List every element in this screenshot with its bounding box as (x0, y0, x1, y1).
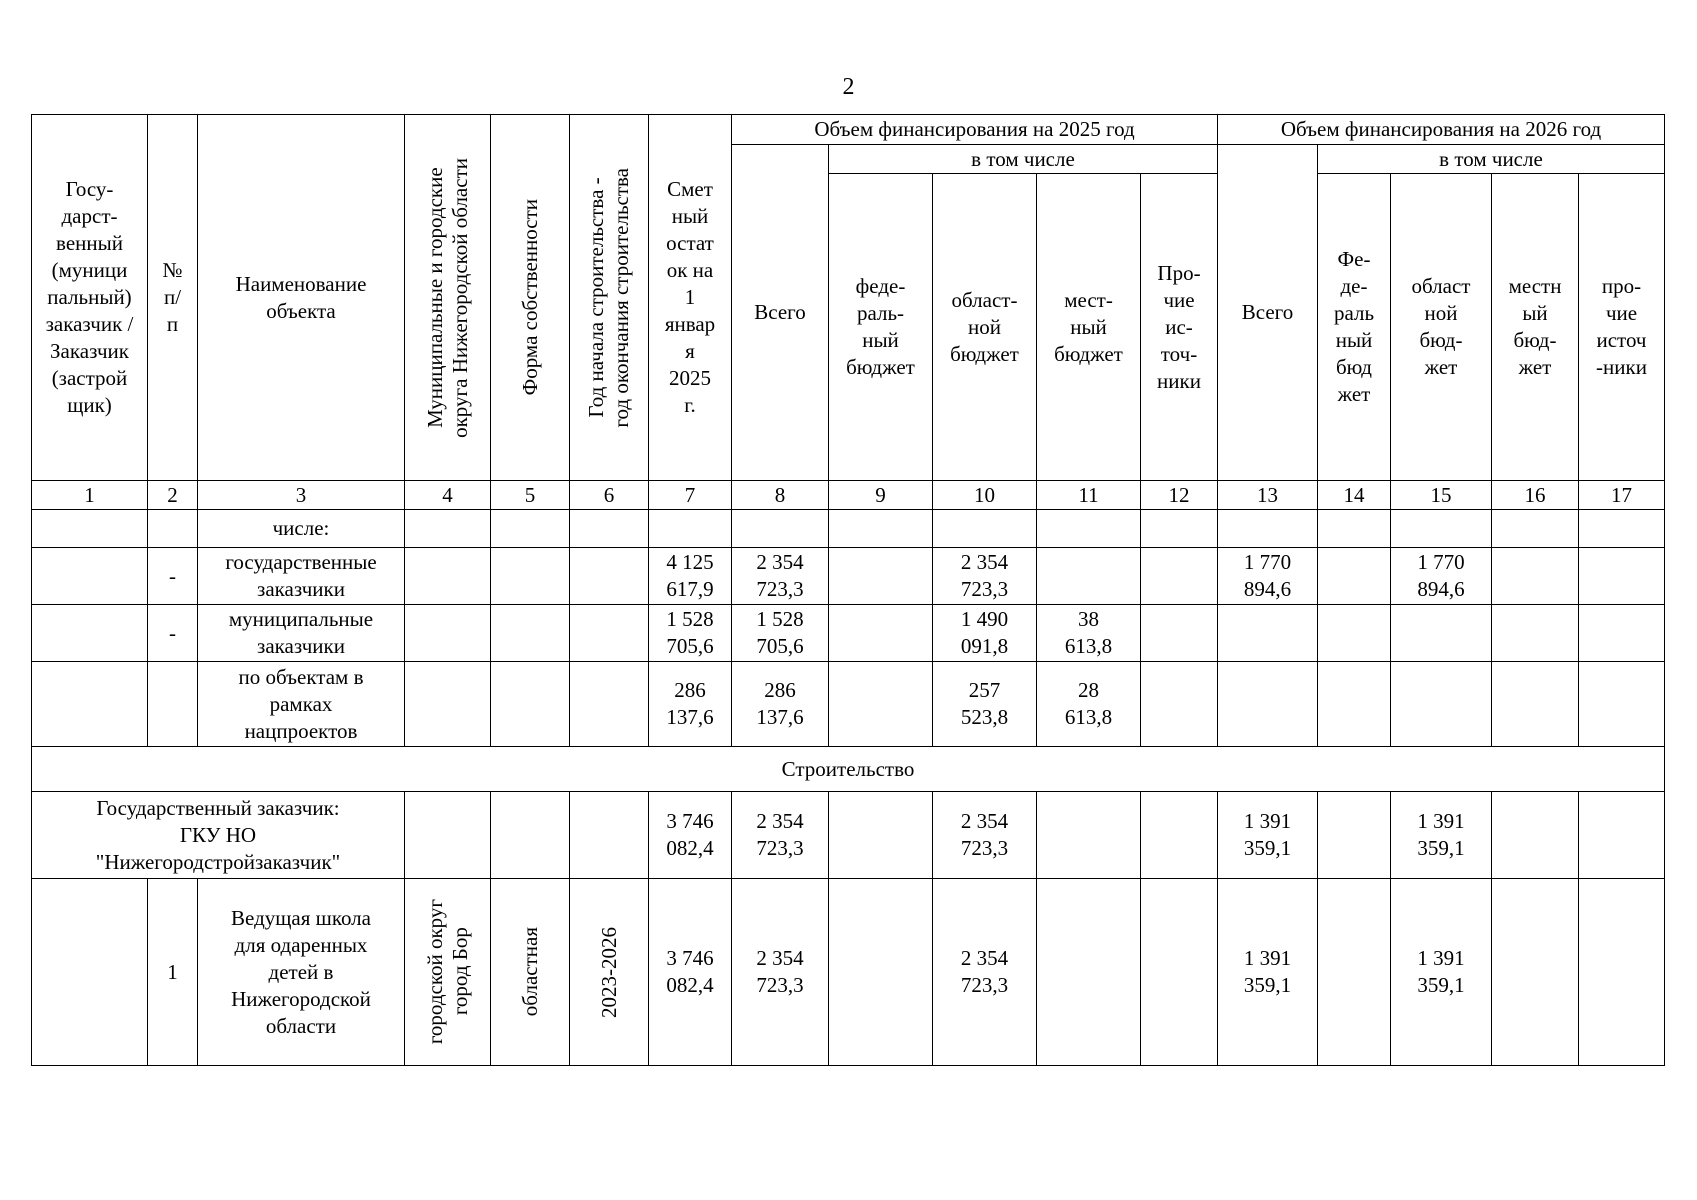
cell-number (148, 510, 198, 548)
object-district-text: городской округ город Бор (422, 899, 472, 1045)
column-number: 13 (1218, 481, 1318, 510)
header-including-2025: в том числе (829, 145, 1218, 174)
object-years (570, 879, 649, 1066)
cell-total-2026: 1 770 894,6 (1218, 548, 1318, 605)
column-number: 9 (829, 481, 933, 510)
cell-ownership (491, 605, 570, 662)
cell-customer (32, 605, 148, 662)
cell-total-2026 (1218, 510, 1318, 548)
cell-local-2026 (1492, 548, 1579, 605)
column-number: 1 (32, 481, 148, 510)
cell-local-2025: 38 613,8 (1037, 605, 1141, 662)
header-total-2026: Всего (1218, 145, 1318, 481)
header-districts-text: Муниципальные и городские округа Нижегородской области (422, 157, 472, 438)
cell-other-2025 (1141, 548, 1218, 605)
cell-regional-2025: 2 354 723,3 (933, 879, 1037, 1066)
cell-local-2025 (1037, 879, 1141, 1066)
cell-other-2026 (1579, 662, 1665, 747)
header-local-2026: местн ый бюд- жет (1492, 174, 1579, 481)
cell-district (405, 510, 491, 548)
cell-estimate: 3 746 082,4 (649, 792, 732, 879)
header-federal-2025: феде- раль- ный бюджет (829, 174, 933, 481)
customer-row (32, 792, 1665, 879)
header-federal-2026: Фе- де- раль ный бюд жет (1318, 174, 1391, 481)
column-number: 4 (405, 481, 491, 510)
cell-total-2026 (1218, 662, 1318, 747)
column-number-row (32, 481, 1665, 510)
cell-regional-2026: 1 391 359,1 (1391, 792, 1492, 879)
cell-federal-2025 (829, 792, 933, 879)
column-number: 10 (933, 481, 1037, 510)
cell-total-2025: 2 354 723,3 (732, 792, 829, 879)
customer-name: Государственный заказчик: ГКУ НО "Нижегородстройзаказчик" (32, 792, 405, 879)
cell-local-2025 (1037, 548, 1141, 605)
cell-local-2025 (1037, 510, 1141, 548)
cell-local-2026 (1492, 510, 1579, 548)
header-districts (405, 115, 491, 481)
cell-object-name: муниципальные заказчики (198, 605, 405, 662)
cell-regional-2025: 257 523,8 (933, 662, 1037, 747)
cell-object-name: числе: (198, 510, 405, 548)
cell-other-2025 (1141, 879, 1218, 1066)
cell-regional-2025: 1 490 091,8 (933, 605, 1037, 662)
header-including-2026: в том числе (1318, 145, 1665, 174)
cell-total-2025: 2 354 723,3 (732, 879, 829, 1066)
cell-customer (32, 510, 148, 548)
cell-ownership (491, 510, 570, 548)
object-ownership (491, 879, 570, 1066)
cell-federal-2026 (1318, 662, 1391, 747)
cell-federal-2026 (1318, 879, 1391, 1066)
cell-years (570, 792, 649, 879)
object-ownership-text: областная (517, 927, 542, 1017)
cell-local-2025: 28 613,8 (1037, 662, 1141, 747)
header-estimate-remainder: Смет ный остат ок на 1 январ я 2025 г. (649, 115, 732, 481)
cell-federal-2026 (1318, 548, 1391, 605)
cell-district (405, 605, 491, 662)
header-customer: Госу- дарст- венный (муници пальный) заказчик / Заказчик (застрой щик) (32, 115, 148, 481)
table-row (32, 548, 1665, 605)
column-number: 12 (1141, 481, 1218, 510)
cell-years (570, 510, 649, 548)
column-number: 17 (1579, 481, 1665, 510)
cell-estimate (649, 510, 732, 548)
header-regional-2026: област ной бюд- жет (1391, 174, 1492, 481)
cell-other-2026 (1579, 510, 1665, 548)
column-number: 15 (1391, 481, 1492, 510)
cell-federal-2025 (829, 548, 933, 605)
header-financing-2025: Объем финансирования на 2025 год (732, 115, 1218, 145)
cell-years (570, 662, 649, 747)
cell-local-2025 (1037, 792, 1141, 879)
cell-local-2026 (1492, 605, 1579, 662)
cell-years (570, 548, 649, 605)
object-row (32, 879, 1665, 1066)
cell-other-2026 (1579, 605, 1665, 662)
cell-ownership (491, 548, 570, 605)
cell-customer (32, 548, 148, 605)
header-years-text: Год начала строительства - год окончания строительства (584, 167, 633, 428)
cell-total-2026: 1 391 359,1 (1218, 879, 1318, 1066)
cell-other-2025 (1141, 662, 1218, 747)
cell-ownership (491, 792, 570, 879)
cell-estimate: 286 137,6 (649, 662, 732, 747)
header-ownership-text: Форма собственности (517, 199, 542, 396)
column-number: 3 (198, 481, 405, 510)
cell-customer (32, 879, 148, 1066)
cell-other-2025 (1141, 792, 1218, 879)
cell-district (405, 792, 491, 879)
column-number: 8 (732, 481, 829, 510)
cell-regional-2025 (933, 510, 1037, 548)
cell-ownership (491, 662, 570, 747)
column-number: 16 (1492, 481, 1579, 510)
cell-other-2025 (1141, 510, 1218, 548)
cell-regional-2026 (1391, 662, 1492, 747)
cell-years (570, 605, 649, 662)
page-number: 2 (842, 74, 855, 100)
cell-other-2026 (1579, 792, 1665, 879)
header-total-2025: Всего (732, 145, 829, 481)
object-district (405, 879, 491, 1066)
header-ownership (491, 115, 570, 481)
cell-other-2025 (1141, 605, 1218, 662)
column-number: 14 (1318, 481, 1391, 510)
cell-number: - (148, 548, 198, 605)
table-row (32, 510, 1665, 548)
cell-total-2025 (732, 510, 829, 548)
cell-regional-2026: 1 770 894,6 (1391, 548, 1492, 605)
column-number: 7 (649, 481, 732, 510)
cell-regional-2026 (1391, 510, 1492, 548)
object-years-text: 2023-2026 (596, 926, 621, 1018)
cell-total-2025: 1 528 705,6 (732, 605, 829, 662)
cell-federal-2025 (829, 879, 933, 1066)
cell-total-2025: 2 354 723,3 (732, 548, 829, 605)
column-number: 2 (148, 481, 198, 510)
cell-local-2026 (1492, 792, 1579, 879)
cell-number: - (148, 605, 198, 662)
table-row (32, 605, 1665, 662)
header-other-2026: про- чие источ -ники (1579, 174, 1665, 481)
cell-regional-2026 (1391, 605, 1492, 662)
header-years (570, 115, 649, 481)
cell-estimate: 3 746 082,4 (649, 879, 732, 1066)
column-number: 5 (491, 481, 570, 510)
cell-federal-2025 (829, 510, 933, 548)
cell-total-2025: 286 137,6 (732, 662, 829, 747)
column-number: 11 (1037, 481, 1141, 510)
cell-customer (32, 662, 148, 747)
financing-table (31, 114, 1665, 1066)
header-other-2025: Про- чие ис- точ- ники (1141, 174, 1218, 481)
cell-federal-2025 (829, 605, 933, 662)
header-object-name: Наименование объекта (198, 115, 405, 481)
cell-object-name: государственные заказчики (198, 548, 405, 605)
column-number: 6 (570, 481, 649, 510)
table-row (32, 662, 1665, 747)
cell-object-name: по объектам в рамках нацпроектов (198, 662, 405, 747)
cell-federal-2026 (1318, 605, 1391, 662)
cell-local-2026 (1492, 879, 1579, 1066)
cell-regional-2025: 2 354 723,3 (933, 548, 1037, 605)
object-name: Ведущая школа для одаренных детей в Нижегородской области (198, 879, 405, 1066)
section-title: Строительство (32, 747, 1665, 792)
cell-federal-2025 (829, 662, 933, 747)
header-regional-2025: област- ной бюджет (933, 174, 1037, 481)
cell-total-2026 (1218, 605, 1318, 662)
cell-regional-2026: 1 391 359,1 (1391, 879, 1492, 1066)
cell-district (405, 662, 491, 747)
cell-other-2026 (1579, 548, 1665, 605)
header-local-2025: мест- ный бюджет (1037, 174, 1141, 481)
cell-estimate: 1 528 705,6 (649, 605, 732, 662)
cell-local-2026 (1492, 662, 1579, 747)
cell-regional-2025: 2 354 723,3 (933, 792, 1037, 879)
cell-district (405, 548, 491, 605)
cell-number (148, 662, 198, 747)
cell-other-2026 (1579, 879, 1665, 1066)
cell-federal-2026 (1318, 792, 1391, 879)
cell-estimate: 4 125 617,9 (649, 548, 732, 605)
object-number: 1 (148, 879, 198, 1066)
header-number: № п/ п (148, 115, 198, 481)
cell-total-2026: 1 391 359,1 (1218, 792, 1318, 879)
header-financing-2026: Объем финансирования на 2026 год (1218, 115, 1665, 145)
cell-federal-2026 (1318, 510, 1391, 548)
